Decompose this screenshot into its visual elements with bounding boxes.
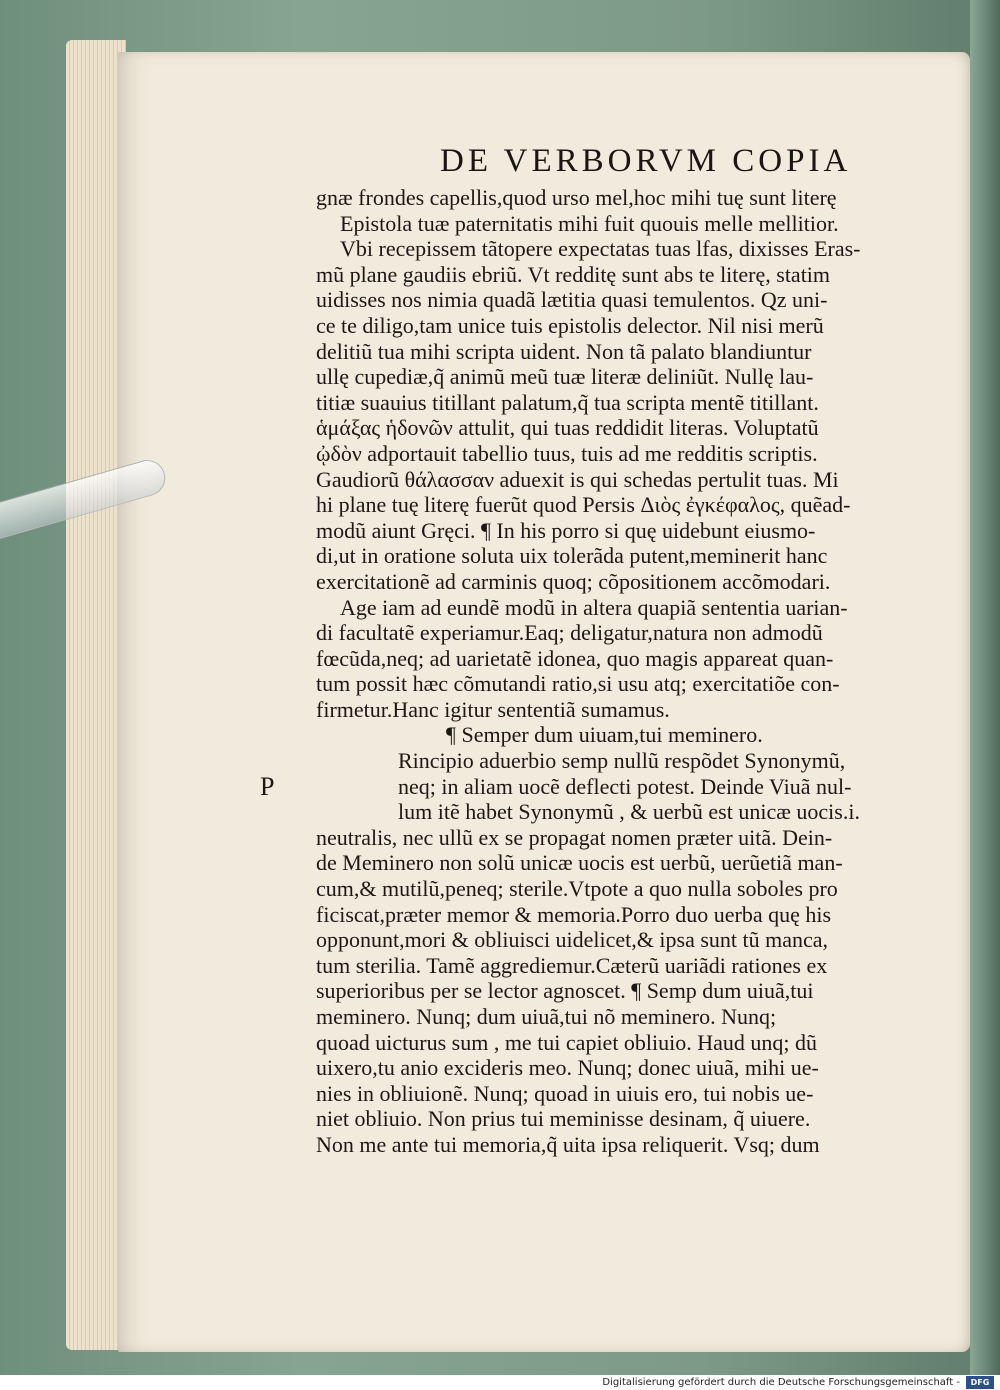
text-line: cum,& mutilũ,peneq; sterile.Vtpote a quo nulla soboles pro <box>316 876 838 902</box>
text-line: ¶ Semper dum uiuam,tui meminero. <box>446 722 763 748</box>
text-line: ce te diligo,tam unice tuis epistolis delector. Nil nisi merũ <box>316 312 824 338</box>
text-line: niet obliuio. Non prius tui meminisse desinam, q̃ uiuere. <box>316 1106 811 1132</box>
text-line-content: neq; in aliam uocẽ deflecti potest. Deinde Viuã nul- <box>398 773 852 799</box>
text-line: Age iam ad eundẽ modũ in altera quapiã sententia uarian- <box>340 594 848 620</box>
text-line: lum itẽ habet Synonymũ , & uerbũ est unicæ uocis.i. <box>398 799 860 825</box>
text-line: uixero,tu anio excideris meo. Nunq; donec uiuã, mihi ue- <box>316 1055 819 1081</box>
text-line: nies in obliuionẽ. Nunq; quoad in uiuis ero, tui nobis ue- <box>316 1080 814 1106</box>
text-line: ficiscat,præter memor & memoria.Porro duo uerba quę his <box>316 901 832 927</box>
text-line: meminero. Nunq; dum uiuã,tui nõ meminero. Nunq; <box>316 1004 777 1029</box>
text-line: de Meminero non solũ unicæ uocis est uerbũ, uerũetiã man- <box>316 850 843 876</box>
text-line: modũ aiunt Gręci. ¶ In his porro si quę uidebunt eiusmo- <box>316 517 816 543</box>
text-line: Gaudiorũ θάλασσαν aduexit is qui schedas pertulit tuas. Mi <box>316 466 839 492</box>
text-line: hi plane tuę literę fuerũt quod Persis Διὸς ἐγκέφαλος, quẽad- <box>316 492 851 518</box>
text-line: titiæ suauius titillant palatum,q̃ tua scripta mentẽ titillant. <box>316 389 819 415</box>
drop-capital: P <box>260 771 275 801</box>
running-title: DE VERBORVM COPIA <box>440 143 852 179</box>
text-line: delitiũ tua mihi scripta uident. Non tã palato blandiuntur <box>316 338 812 364</box>
dfg-logo: DFG <box>966 1376 994 1389</box>
digitization-credit: Digitalisierung gefördert durch die Deutsche Forschungsgemeinschaft - <box>602 1377 960 1388</box>
text-line: tum sterilia. Tamẽ aggrediemur.Cæterũ uariãdi rationes ex <box>316 952 828 978</box>
text-line: di,ut in oratione soluta uix tolerãda putent,meminerit hanc <box>316 543 828 569</box>
text-line: di facultatẽ experiamur.Eaq; deligatur,natura non admodũ <box>316 620 823 646</box>
text-line: firmetur.Hanc igitur sententiã sumamus. <box>316 696 670 722</box>
text-line: ᾠδὸν adportauit tabellio tuus, tuis ad me redditis scriptis. <box>316 440 818 466</box>
text-line: Rincipio aduerbio semp nullũ respõdet Synonymũ, <box>398 748 846 774</box>
page-text <box>260 185 936 1158</box>
text-line: opponunt,mori & obliuisci uidelicet,& ipsa sunt tũ manca, <box>316 927 829 953</box>
text-line: mũ plane gaudiis ebriũ. Vt redditę sunt abs te literę, statim <box>316 261 831 287</box>
text-line: fœcũda,neq; ad uarietatẽ idonea, quo magis appareat quan- <box>316 645 834 671</box>
text-line: neutralis, nec ullũ ex se propagat nomen præter uitã. Dein- <box>316 824 833 850</box>
text-line <box>260 771 936 801</box>
text-line: gnæ frondes capellis,quod urso mel,hoc mihi tuę sunt literę <box>316 185 837 210</box>
text-line: ἁμάξας ἡδονῶν attulit, qui tuas reddidit literas. Voluptatũ <box>316 415 819 441</box>
text-line: quoad uicturus sum , me tui capiet obliuio. Haud unq; dũ <box>316 1029 818 1055</box>
text-line: ullę cupediæ,q̃ animũ meũ tuæ literæ deliniũt. Nullę lau- <box>316 364 814 390</box>
book-spine-edge <box>970 0 1000 1375</box>
text-line: exercitationẽ ad carminis quoq; cõpositionem accõmodari. <box>316 568 831 594</box>
page-edges <box>66 40 126 1350</box>
text-line: Non me ante tui memoria,q̃ uita ipsa reliquerit. Vsq; dum <box>316 1131 820 1157</box>
text-line: uidisses nos nimia quadã lætitia quasi temulentos. Qz uni- <box>316 287 828 313</box>
text-line: Epistola tuæ paternitatis mihi fuit quouis melle mellitior. <box>340 210 839 236</box>
text-line: Vbi recepissem tãtopere expectatas tuas lfas, dixisses Eras- <box>340 236 861 262</box>
text-line: superioribus per se lector agnoscet. ¶ Semp dum uiuã,tui <box>316 978 814 1004</box>
text-line: tum possit hæc cõmutandi ratio,si usu atq; exercitatiõe con- <box>316 671 840 697</box>
